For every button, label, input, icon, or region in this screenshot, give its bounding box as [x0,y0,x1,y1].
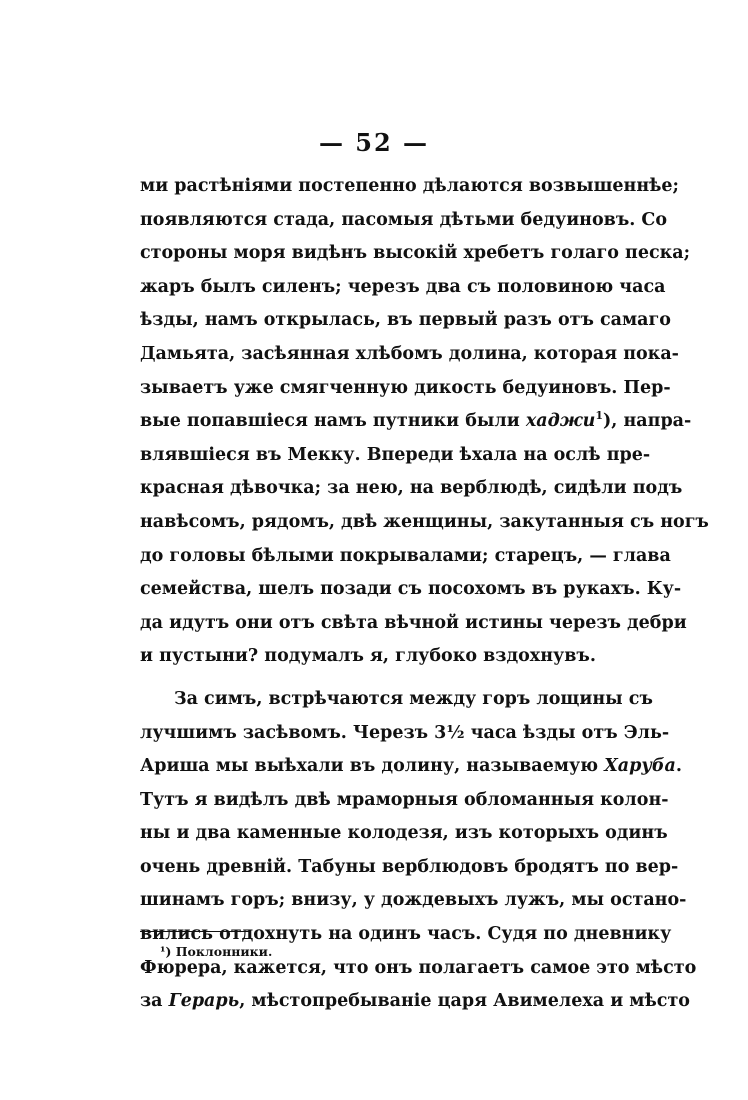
body-text [140,170,709,1019]
text-line: жаръ былъ силенъ; черезъ два съ половиною часа [140,276,666,297]
text-segment: ), напра- [603,411,692,432]
text-line: ми растѣніями постепенно дѣлаются возвышеннѣе; [140,176,680,196]
text-line [140,750,682,784]
text-line: красная дѣвочка; за нею, на верблюдѣ, сидѣли подъ [140,478,683,499]
text-segment: часа ѣзды отъ Эль- [464,722,670,743]
text-line: ѣзды, намъ открылась, въ первый разъ отъ самаго [140,310,671,331]
text-segment: за [140,991,169,1012]
text-line: очень древній. Табуны верблюдовъ бродятъ по вер- [140,856,679,877]
paragraph-2 [140,683,697,1019]
text-segment: , мѣстопребываніе царя Авимелеха и мѣсто [239,991,690,1012]
text-segment: вые попавшіеся намъ путники были [140,411,526,432]
text-line: Тутъ я видѣлъ двѣ мраморныя обломанныя колон- [140,789,669,810]
text-line: влявшіеся въ Мекку. Впереди ѣхала на ослѣ пре- [140,444,651,465]
italic-place-haruba: Харуба [604,756,676,777]
footnote-divider [140,931,250,932]
footnote [160,944,272,959]
text-line [140,405,692,439]
text-line: и пустыни? подумалъ я, глубоко вздохнувъ. [140,646,596,667]
paragraph-gap [140,674,611,683]
text-line: зываетъ уже смягченную дикость бедуиновъ. Пер- [140,377,671,398]
text-line [140,717,670,751]
text-line: навѣсомъ, рядомъ, двѣ женщины, закутанныя съ ногъ [140,511,709,532]
italic-place-gerar: Герарь [168,991,240,1012]
page-number: — 52 — [318,128,430,157]
text-segment: Ариша мы выѣхали въ долину, называемую [140,756,605,777]
text-segment: . [675,756,682,777]
text-line: За симъ, встрѣчаются между горъ лощины съ [174,688,653,709]
text-line: Фюрера, кажется, что онъ полагаетъ самое это мѣсто [140,957,697,978]
text-line: вились отдохнуть на одинъ часъ. Судя по дневнику [140,924,672,945]
italic-term-hajji: хаджи [525,411,596,432]
fraction-half: ¹⁄₂ [446,722,465,743]
text-line [140,985,690,1019]
text-line: ны и два каменные колодезя, изъ которыхъ одинъ [140,823,668,844]
text-line: да идутъ они отъ свѣта вѣчной истины черезъ дебри [140,612,687,633]
text-segment: лучшимъ засѣвомъ. Черезъ 3 [140,722,447,743]
text-line: Дамьята, засѣянная хлѣбомъ долина, которая пока- [140,343,679,364]
paragraph-1 [140,170,709,674]
text-line: до головы бѣлыми покрывалами; старецъ, — глава [140,545,671,566]
footnote-number: ¹) [160,944,172,959]
footnote-text: Поклонники. [175,944,273,959]
text-line: появляются стада, пасомыя дѣтьми бедуиновъ. Со [140,209,668,230]
footnote-mark[interactable]: 1 [595,409,604,423]
text-line: шинамъ горъ; внизу, у дождевыхъ лужъ, мы остано- [140,890,687,911]
text-line: семейства, шелъ позади съ посохомъ въ рукахъ. Ку- [140,579,682,600]
text-line: стороны моря видѣнъ высокій хребетъ голаго песка; [140,243,691,264]
